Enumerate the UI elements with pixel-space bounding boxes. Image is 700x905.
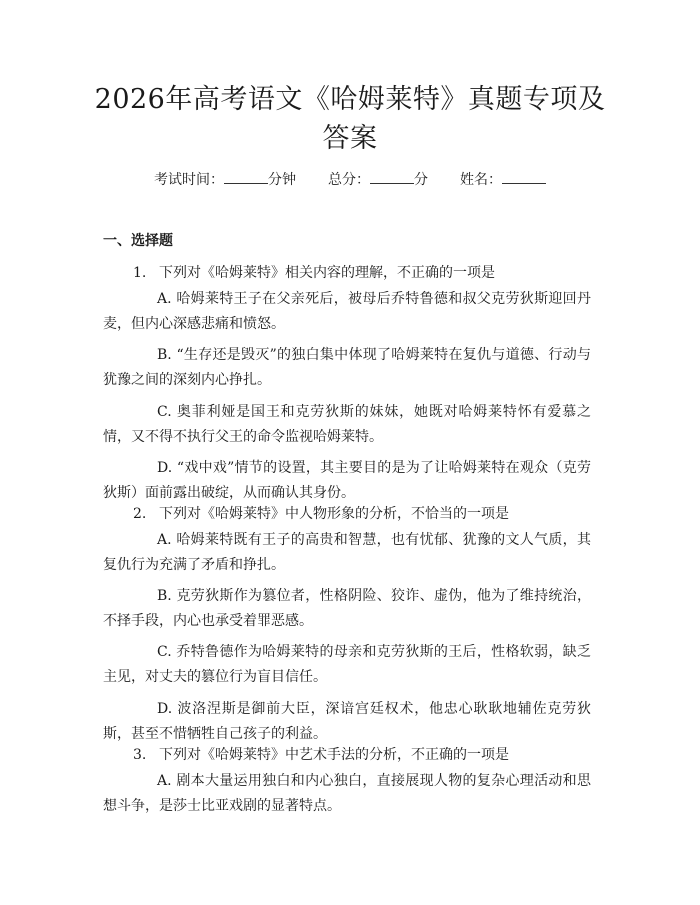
- time-blank: [224, 171, 268, 184]
- question-number: 2.: [133, 506, 147, 522]
- question-number: 3.: [133, 747, 147, 763]
- question-3: [133, 744, 509, 764]
- name-blank: [502, 171, 546, 184]
- question-2: [133, 503, 509, 523]
- time-unit: 分钟: [268, 172, 296, 188]
- option-3a: A. 剧本大量运用独白和内心独白，直接展现人物的复杂心理活动和思想斗争，是莎士比亚戏剧的显著特点。: [103, 773, 591, 814]
- option-1b: B. “生存还是毁灭”的独白集中体现了哈姆莱特在复仇与道德、行动与犹豫之间的深刻内心挣扎。: [103, 347, 591, 388]
- option-1d: D. “戏中戏”情节的设置，其主要目的是为了让哈姆莱特在观众（克劳狄斯）面前露出破绽，从而确认其身份。: [103, 460, 591, 501]
- question-stem: 下列对《哈姆莱特》相关内容的理解，不正确的一项是: [159, 265, 495, 281]
- name-label: 姓名：: [460, 172, 502, 188]
- score-blank: [370, 171, 414, 184]
- score-unit: 分: [414, 172, 428, 188]
- document-title: 2026年高考语文《哈姆莱特》真题专项及答案: [94, 84, 606, 154]
- question-1: [133, 262, 495, 282]
- option-2b: B. 克劳狄斯作为篡位者，性格阴险、狡诈、虚伪，他为了维持统治，不择手段，内心也承受着罪恶感。: [103, 588, 591, 629]
- option-2a: A. 哈姆莱特既有王子的高贵和智慧，也有忧郁、犹豫的文人气质，其复仇行为充满了矛盾和挣扎。: [103, 532, 591, 573]
- time-label: 考试时间：: [154, 172, 224, 188]
- question-number: 1.: [133, 265, 147, 281]
- exam-info-line: [0, 169, 700, 189]
- option-2d: D. 波洛涅斯是御前大臣，深谙宫廷权术，他忠心耿耿地辅佐克劳狄斯，甚至不惜牺牲自己孩子的利益。: [103, 701, 591, 742]
- option-1c: C. 奥菲利娅是国王和克劳狄斯的妹妹，她既对哈姆莱特怀有爱慕之情，又不得不执行父王的命令监视哈姆莱特。: [103, 404, 591, 445]
- score-label: 总分：: [328, 172, 370, 188]
- option-1a: A. 哈姆莱特王子在父亲死后，被母后乔特鲁德和叔父克劳狄斯迎回丹麦，但内心深感悲痛和愤怒。: [103, 291, 591, 332]
- question-stem: 下列对《哈姆莱特》中人物形象的分析，不恰当的一项是: [159, 506, 509, 522]
- option-2c: C. 乔特鲁德作为哈姆莱特的母亲和克劳狄斯的王后，性格软弱，缺乏主见，对丈夫的篡位行为盲目信任。: [103, 644, 591, 685]
- section-heading: 一、选择题: [103, 233, 173, 249]
- question-stem: 下列对《哈姆莱特》中艺术手法的分析，不正确的一项是: [159, 747, 509, 763]
